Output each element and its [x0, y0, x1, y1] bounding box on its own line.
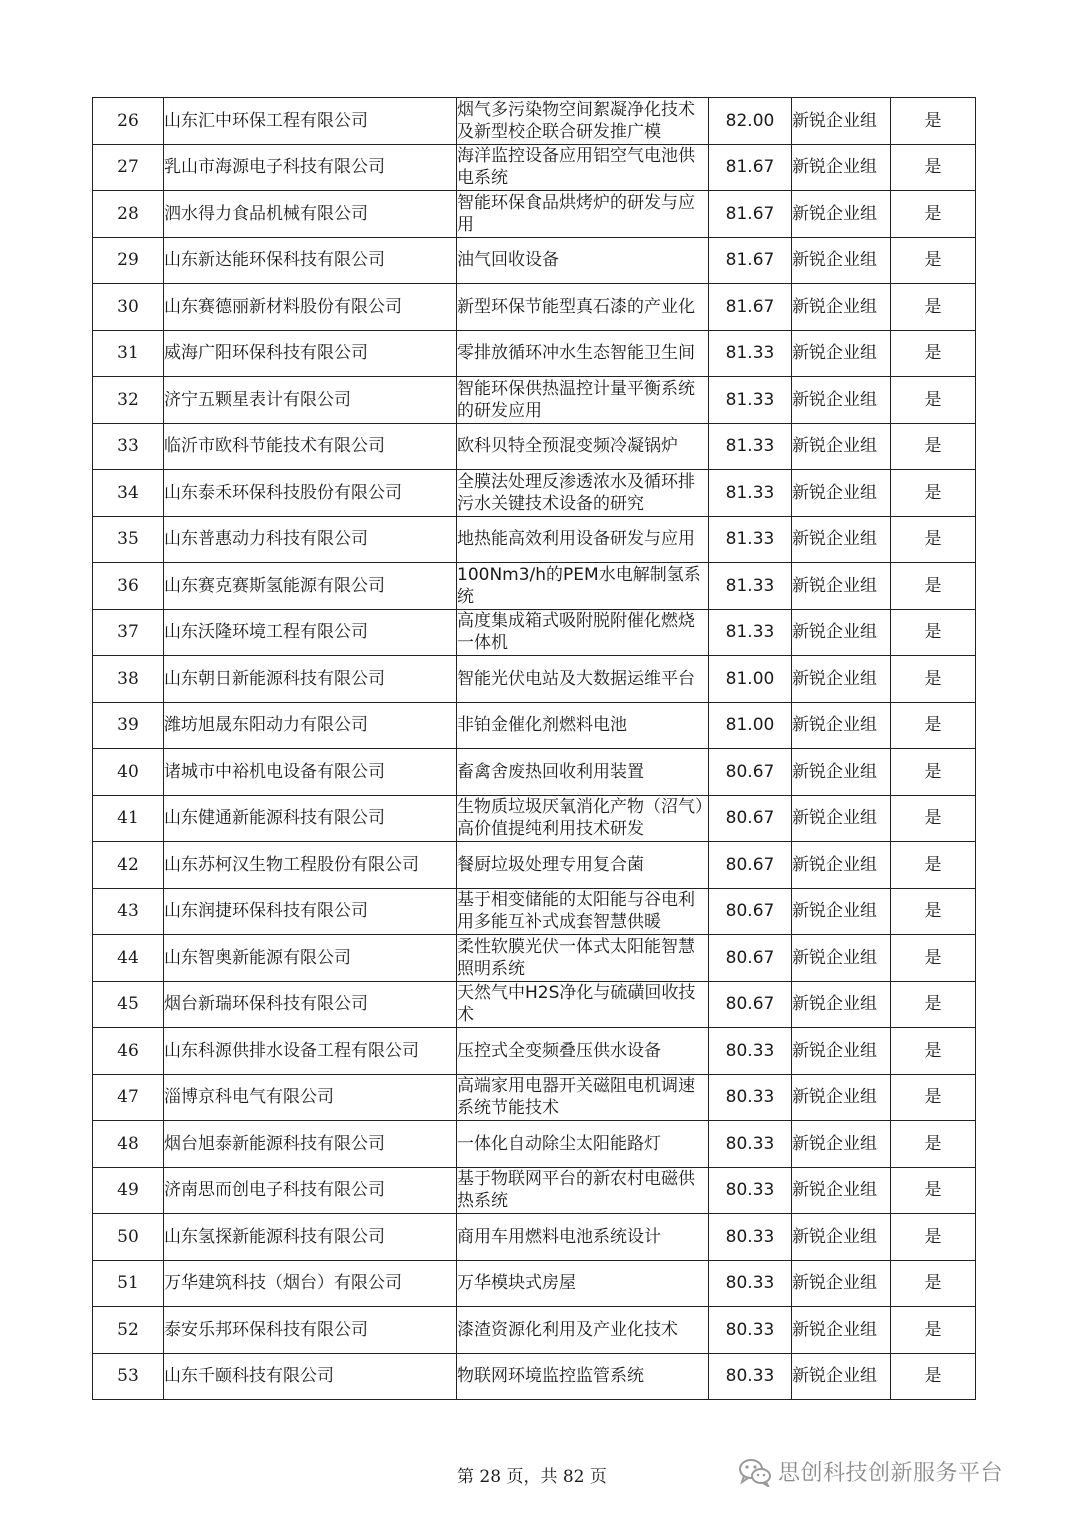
- table-row: [93, 330, 976, 377]
- pass-status: 是: [891, 237, 976, 284]
- pass-status: 是: [891, 330, 976, 377]
- row-number: 27: [93, 144, 164, 191]
- score-value: 81.00: [709, 656, 792, 703]
- pass-status: 是: [891, 981, 976, 1028]
- company-name: 山东泰禾环保科技股份有限公司: [164, 470, 457, 517]
- score-value: 80.67: [709, 749, 792, 796]
- table-row: [93, 656, 976, 703]
- row-number: 40: [93, 749, 164, 796]
- company-name: 山东科源供排水设备工程有限公司: [164, 1028, 457, 1075]
- score-value: 81.67: [709, 284, 792, 331]
- project-name: 基于相变储能的太阳能与谷电利用多能互补式成套智慧供暖: [457, 888, 709, 935]
- project-name: 漆渣资源化利用及产业化技术: [457, 1307, 709, 1354]
- company-name: 威海广阳环保科技有限公司: [164, 330, 457, 377]
- group-name: 新锐企业组: [792, 1214, 891, 1261]
- row-number: 42: [93, 842, 164, 889]
- project-name: 生物质垃圾厌氧消化产物（沼气）高价值提纯利用技术研发: [457, 795, 709, 842]
- row-number: 38: [93, 656, 164, 703]
- pass-status: 是: [891, 144, 976, 191]
- company-name: 山东润捷环保科技有限公司: [164, 888, 457, 935]
- pass-status: 是: [891, 609, 976, 656]
- score-value: 80.67: [709, 935, 792, 982]
- company-name: 山东氢探新能源科技有限公司: [164, 1214, 457, 1261]
- pass-status: 是: [891, 888, 976, 935]
- group-name: 新锐企业组: [792, 795, 891, 842]
- watermark-text: 思创科技创新服务平台: [778, 1461, 1004, 1486]
- table-row: [93, 377, 976, 424]
- table-row: [93, 284, 976, 331]
- row-number: 36: [93, 563, 164, 610]
- project-name: 高端家用电器开关磁阻电机调速系统节能技术: [457, 1074, 709, 1121]
- score-value: 80.33: [709, 1214, 792, 1261]
- score-value: 81.33: [709, 330, 792, 377]
- company-name: 山东新达能环保科技有限公司: [164, 237, 457, 284]
- table-row: [93, 702, 976, 749]
- group-name: 新锐企业组: [792, 144, 891, 191]
- row-number: 26: [93, 98, 164, 145]
- company-name: 山东汇中环保工程有限公司: [164, 98, 457, 145]
- company-name: 山东朝日新能源科技有限公司: [164, 656, 457, 703]
- project-name: 新型环保节能型真石漆的产业化: [457, 284, 709, 331]
- pass-status: 是: [891, 423, 976, 470]
- wechat-icon: [738, 1457, 772, 1487]
- row-number: 43: [93, 888, 164, 935]
- company-name: 山东沃隆环境工程有限公司: [164, 609, 457, 656]
- pass-status: 是: [891, 749, 976, 796]
- table-row: [93, 935, 976, 982]
- group-name: 新锐企业组: [792, 981, 891, 1028]
- row-number: 37: [93, 609, 164, 656]
- table-row: [93, 842, 976, 889]
- row-number: 32: [93, 377, 164, 424]
- score-value: 80.33: [709, 1307, 792, 1354]
- score-value: 81.67: [709, 191, 792, 238]
- table-body: [93, 98, 976, 1400]
- pass-status: 是: [891, 702, 976, 749]
- pass-status: 是: [891, 1260, 976, 1307]
- row-number: 33: [93, 423, 164, 470]
- score-value: 81.00: [709, 702, 792, 749]
- score-value: 80.67: [709, 842, 792, 889]
- row-number: 45: [93, 981, 164, 1028]
- project-name: 全膜法处理反渗透浓水及循环排污水关键技术设备的研究: [457, 470, 709, 517]
- project-name: 一体化自动除尘太阳能路灯: [457, 1121, 709, 1168]
- pass-status: 是: [891, 1353, 976, 1400]
- row-number: 53: [93, 1353, 164, 1400]
- row-number: 39: [93, 702, 164, 749]
- group-name: 新锐企业组: [792, 1353, 891, 1400]
- company-name: 山东苏柯汉生物工程股份有限公司: [164, 842, 457, 889]
- row-number: 49: [93, 1167, 164, 1214]
- pass-status: 是: [891, 1307, 976, 1354]
- pass-status: 是: [891, 1074, 976, 1121]
- table-row: [93, 1260, 976, 1307]
- row-number: 44: [93, 935, 164, 982]
- row-number: 48: [93, 1121, 164, 1168]
- results-table: [92, 97, 976, 1400]
- pass-status: 是: [891, 516, 976, 563]
- score-value: 81.33: [709, 470, 792, 517]
- pass-status: 是: [891, 284, 976, 331]
- score-value: 80.33: [709, 1121, 792, 1168]
- pass-status: 是: [891, 191, 976, 238]
- score-value: 81.67: [709, 237, 792, 284]
- group-name: 新锐企业组: [792, 1028, 891, 1075]
- group-name: 新锐企业组: [792, 1167, 891, 1214]
- group-name: 新锐企业组: [792, 377, 891, 424]
- company-name: 山东赛德丽新材料股份有限公司: [164, 284, 457, 331]
- company-name: 临沂市欧科节能技术有限公司: [164, 423, 457, 470]
- project-name: 商用车用燃料电池系统设计: [457, 1214, 709, 1261]
- pass-status: 是: [891, 1167, 976, 1214]
- project-name: 油气回收设备: [457, 237, 709, 284]
- score-value: 80.33: [709, 1028, 792, 1075]
- row-number: 29: [93, 237, 164, 284]
- table-row: [93, 888, 976, 935]
- pass-status: 是: [891, 656, 976, 703]
- score-value: 80.33: [709, 1167, 792, 1214]
- company-name: 泗水得力食品机械有限公司: [164, 191, 457, 238]
- project-name: 欧科贝特全预混变频冷凝锅炉: [457, 423, 709, 470]
- group-name: 新锐企业组: [792, 935, 891, 982]
- company-name: 山东智奥新能源有限公司: [164, 935, 457, 982]
- row-number: 47: [93, 1074, 164, 1121]
- score-value: 80.33: [709, 1074, 792, 1121]
- score-value: 80.33: [709, 1353, 792, 1400]
- table-row: [93, 191, 976, 238]
- row-number: 34: [93, 470, 164, 517]
- row-number: 52: [93, 1307, 164, 1354]
- score-value: 80.67: [709, 981, 792, 1028]
- table-row: [93, 1028, 976, 1075]
- score-value: 80.67: [709, 795, 792, 842]
- company-name: 济南思而创电子科技有限公司: [164, 1167, 457, 1214]
- table-row: [93, 1214, 976, 1261]
- table-row: [93, 516, 976, 563]
- group-name: 新锐企业组: [792, 423, 891, 470]
- row-number: 35: [93, 516, 164, 563]
- pass-status: 是: [891, 98, 976, 145]
- group-name: 新锐企业组: [792, 749, 891, 796]
- group-name: 新锐企业组: [792, 1260, 891, 1307]
- score-value: 80.67: [709, 888, 792, 935]
- company-name: 山东健通新能源科技有限公司: [164, 795, 457, 842]
- row-number: 28: [93, 191, 164, 238]
- group-name: 新锐企业组: [792, 702, 891, 749]
- project-name: 海洋监控设备应用铝空气电池供电系统: [457, 144, 709, 191]
- group-name: 新锐企业组: [792, 516, 891, 563]
- project-name: 智能环保供热温控计量平衡系统的研发应用: [457, 377, 709, 424]
- company-name: 烟台旭泰新能源科技有限公司: [164, 1121, 457, 1168]
- score-value: 82.00: [709, 98, 792, 145]
- table-row: [93, 98, 976, 145]
- group-name: 新锐企业组: [792, 98, 891, 145]
- table-row: [93, 1307, 976, 1354]
- pass-status: 是: [891, 377, 976, 424]
- table-row: [93, 423, 976, 470]
- company-name: 山东赛克赛斯氢能源有限公司: [164, 563, 457, 610]
- company-name: 烟台新瑞环保科技有限公司: [164, 981, 457, 1028]
- project-name: 高度集成箱式吸附脱附催化燃烧一体机: [457, 609, 709, 656]
- project-name: 畜禽舍废热回收利用装置: [457, 749, 709, 796]
- table-row: [93, 981, 976, 1028]
- project-name: 智能光伏电站及大数据运维平台: [457, 656, 709, 703]
- pass-status: 是: [891, 1121, 976, 1168]
- row-number: 30: [93, 284, 164, 331]
- group-name: 新锐企业组: [792, 1307, 891, 1354]
- table-row: [93, 1121, 976, 1168]
- company-name: 乳山市海源电子科技有限公司: [164, 144, 457, 191]
- table-row: [93, 795, 976, 842]
- table-row: [93, 749, 976, 796]
- group-name: 新锐企业组: [792, 330, 891, 377]
- company-name: 济宁五颗星表计有限公司: [164, 377, 457, 424]
- project-name: 柔性软膜光伏一体式太阳能智慧照明系统: [457, 935, 709, 982]
- table-row: [93, 609, 976, 656]
- row-number: 50: [93, 1214, 164, 1261]
- pass-status: 是: [891, 842, 976, 889]
- table-row: [93, 237, 976, 284]
- pass-status: 是: [891, 470, 976, 517]
- company-name: 山东普惠动力科技有限公司: [164, 516, 457, 563]
- score-value: 81.33: [709, 423, 792, 470]
- company-name: 泰安乐邦环保科技有限公司: [164, 1307, 457, 1354]
- score-value: 81.33: [709, 377, 792, 424]
- project-name: 餐厨垃圾处理专用复合菌: [457, 842, 709, 889]
- project-name: 智能环保食品烘烤炉的研发与应用: [457, 191, 709, 238]
- group-name: 新锐企业组: [792, 284, 891, 331]
- table-row: [93, 144, 976, 191]
- company-name: 万华建筑科技（烟台）有限公司: [164, 1260, 457, 1307]
- pass-status: 是: [891, 1028, 976, 1075]
- pass-status: 是: [891, 935, 976, 982]
- project-name: 烟气多污染物空间絮凝净化技术及新型校企联合研发推广模: [457, 98, 709, 145]
- project-name: 压控式全变频叠压供水设备: [457, 1028, 709, 1075]
- score-value: 81.33: [709, 609, 792, 656]
- score-value: 81.33: [709, 516, 792, 563]
- group-name: 新锐企业组: [792, 842, 891, 889]
- company-name: 山东千颐科技有限公司: [164, 1353, 457, 1400]
- company-name: 淄博京科电气有限公司: [164, 1074, 457, 1121]
- group-name: 新锐企业组: [792, 1074, 891, 1121]
- project-name: 零排放循环冲水生态智能卫生间: [457, 330, 709, 377]
- group-name: 新锐企业组: [792, 609, 891, 656]
- row-number: 51: [93, 1260, 164, 1307]
- pass-status: 是: [891, 563, 976, 610]
- table-row: [93, 1167, 976, 1214]
- company-name: 潍坊旭晟东阳动力有限公司: [164, 702, 457, 749]
- row-number: 41: [93, 795, 164, 842]
- project-name: 基于物联网平台的新农村电磁供热系统: [457, 1167, 709, 1214]
- group-name: 新锐企业组: [792, 470, 891, 517]
- score-value: 81.67: [709, 144, 792, 191]
- row-number: 31: [93, 330, 164, 377]
- table-row: [93, 470, 976, 517]
- group-name: 新锐企业组: [792, 1121, 891, 1168]
- project-name: 非铂金催化剂燃料电池: [457, 702, 709, 749]
- table-row: [93, 563, 976, 610]
- project-name: 地热能高效利用设备研发与应用: [457, 516, 709, 563]
- row-number: 46: [93, 1028, 164, 1075]
- pass-status: 是: [891, 795, 976, 842]
- page-number: 第 28 页，共 82 页: [457, 1467, 607, 1487]
- pass-status: 是: [891, 1214, 976, 1261]
- watermark: [738, 1456, 1003, 1487]
- project-name: 天然气中H2S净化与硫磺回收技术: [457, 981, 709, 1028]
- score-value: 80.33: [709, 1260, 792, 1307]
- group-name: 新锐企业组: [792, 563, 891, 610]
- table-row: [93, 1353, 976, 1400]
- group-name: 新锐企业组: [792, 888, 891, 935]
- project-name: 物联网环境监控监管系统: [457, 1353, 709, 1400]
- company-name: 诸城市中裕机电设备有限公司: [164, 749, 457, 796]
- group-name: 新锐企业组: [792, 191, 891, 238]
- project-name: 万华模块式房屋: [457, 1260, 709, 1307]
- score-value: 81.33: [709, 563, 792, 610]
- group-name: 新锐企业组: [792, 656, 891, 703]
- group-name: 新锐企业组: [792, 237, 891, 284]
- project-name: 100Nm3/h的PEM水电解制氢系统: [457, 563, 709, 610]
- table-row: [93, 1074, 976, 1121]
